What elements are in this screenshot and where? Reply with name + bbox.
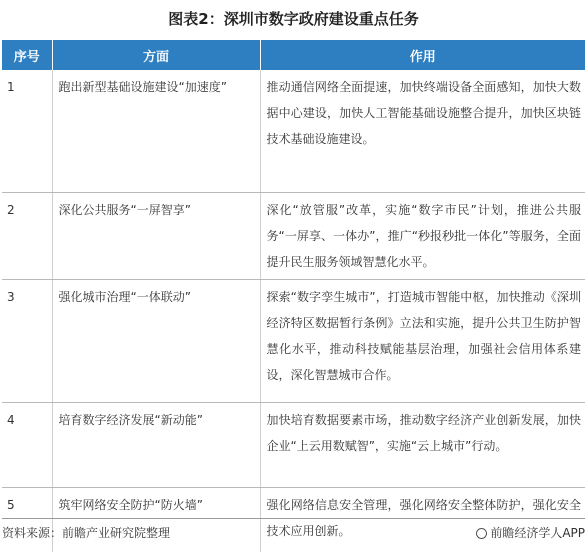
row-aspect: 深化公共服务“一屏智享” [52, 193, 260, 280]
row-aspect: 筑牢网络安全防护“防火墙” [52, 488, 260, 552]
page-title: 图表2：深圳市数字政府建设重点任务 [0, 8, 587, 29]
row-number: 1 [2, 70, 52, 193]
table-row [2, 280, 585, 403]
row-effect: 探索“数字孪生城市”，打造城市智能中枢，加快推动《深圳经济特区数据暂行条例》立法和实施，提升公共卫生防护智慧化水平，推动科技赋能基层治理，加强社会信用体系建设，深化智慧城市合作。 [260, 280, 585, 403]
table-row [2, 70, 585, 193]
header-effect: 作用 [260, 40, 585, 70]
row-aspect: 强化城市治理“一体联动” [52, 280, 260, 403]
table-row [2, 403, 585, 488]
row-number: 2 [2, 193, 52, 280]
table-header-row [2, 40, 585, 70]
circle-logo-icon [476, 528, 487, 539]
row-effect: 加快培育数据要素市场，推动数字经济产业创新发展，加快企业“上云用数赋智”，实施“云上城市”行动。 [260, 403, 585, 488]
row-aspect: 跑出新型基础设施建设“加速度” [52, 70, 260, 193]
row-number: 4 [2, 403, 52, 488]
row-effect: 推动通信网络全面提速，加快终端设备全面感知，加快大数据中心建设，加快人工智能基础设施整合提升，加快区块链技术基础设施建设。 [260, 70, 585, 193]
row-effect: 深化“放管服”改革，实施“数字市民”计划，推进公共服务“一屏享、一体办”，推广“秒报秒批一体化”等服务，全面提升民生服务领域智慧化水平。 [260, 193, 585, 280]
brand-label: 前瞻经济学人APP [490, 526, 585, 540]
source-note: 资料来源：前瞻产业研究院整理 [2, 524, 170, 541]
footer [2, 518, 585, 541]
header-number: 序号 [2, 40, 52, 70]
row-aspect: 培育数字经济发展“新动能” [52, 403, 260, 488]
row-number: 5 [2, 488, 52, 552]
brand-credit [476, 524, 585, 541]
tasks-table [2, 40, 585, 552]
row-effect: 强化网络信息安全管理，强化网络安全整体防护，强化安全技术应用创新。 [260, 488, 585, 552]
row-number: 3 [2, 280, 52, 403]
header-aspect: 方面 [52, 40, 260, 70]
table-row [2, 193, 585, 280]
